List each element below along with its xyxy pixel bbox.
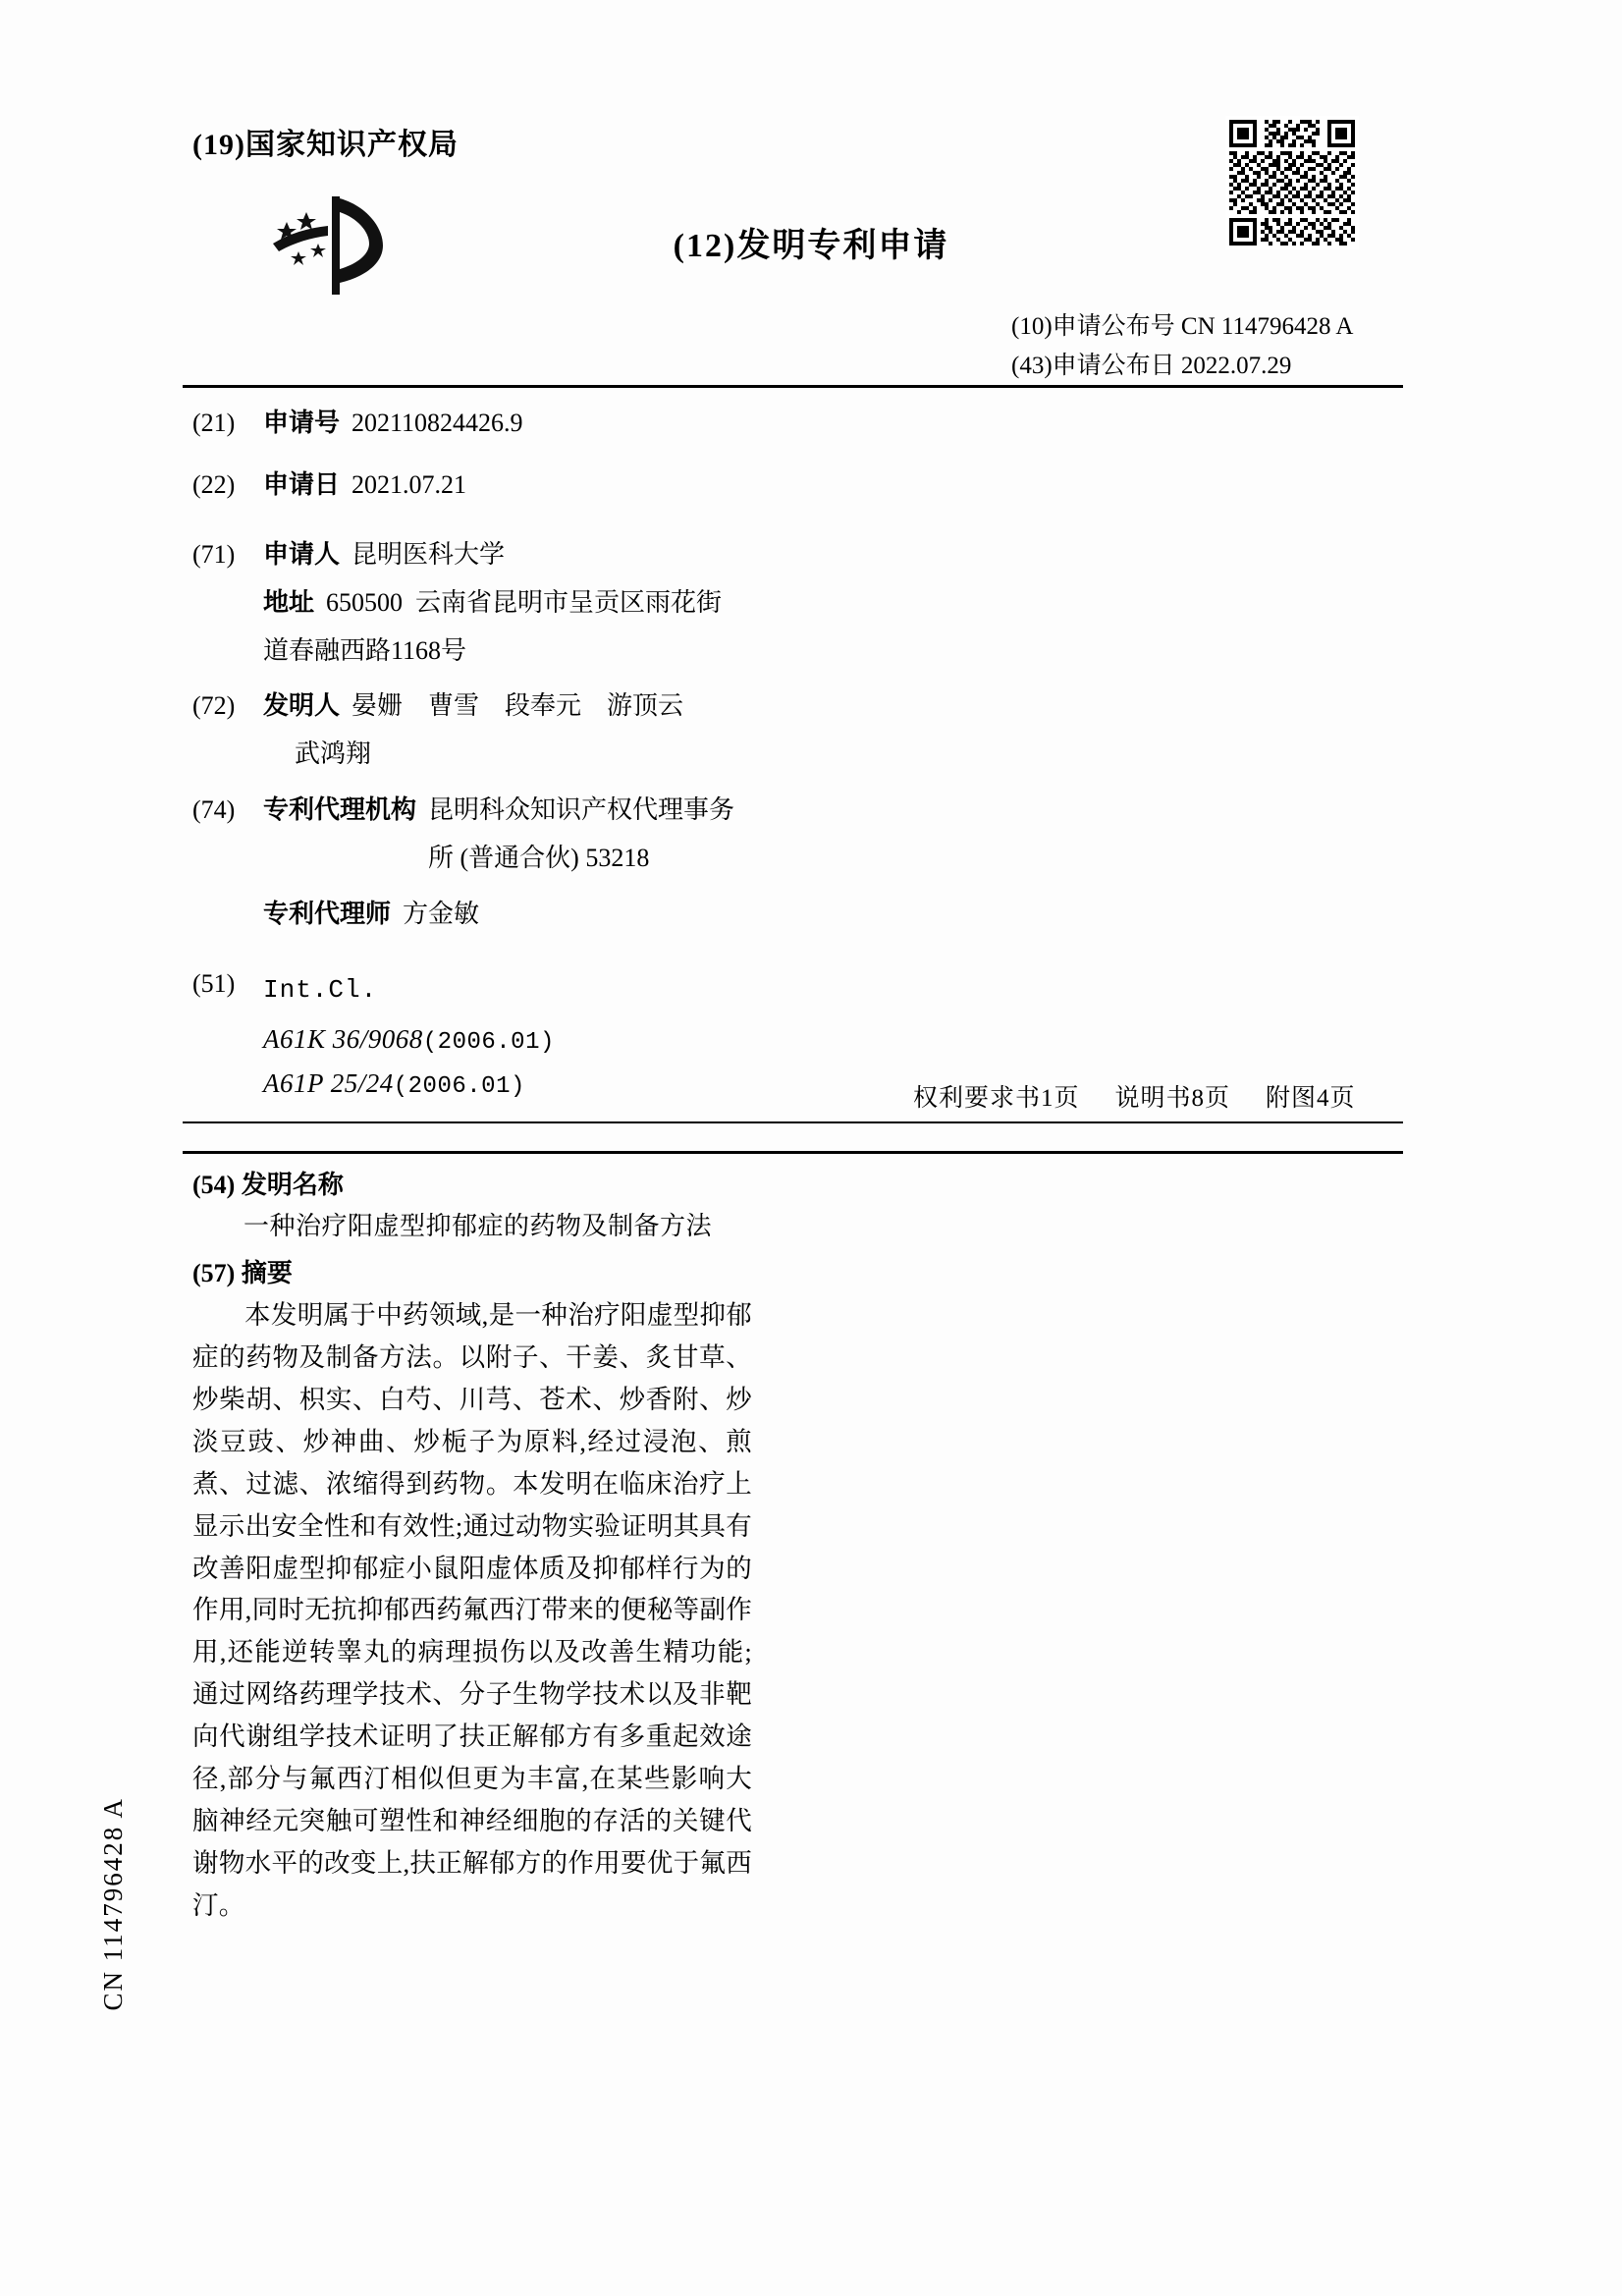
publication-date-line (1011, 346, 1291, 381)
claims-page-count: 权利要求书1页 (913, 1085, 1080, 1112)
bib-code: (22) (192, 469, 236, 499)
bib-value: 昆明医科大学 (351, 539, 506, 569)
publication-number-value: CN 114796428 A (1180, 313, 1354, 340)
ipc-symbol: A61P 25/24 (263, 1068, 394, 1099)
invention-title: 一种治疗阳虚型抑郁症的药物及制备方法 (243, 1212, 713, 1240)
bib-label: 地址 (263, 587, 315, 617)
publication-number-line (1011, 306, 1353, 342)
abstract-code: (57) (192, 1259, 236, 1287)
bib-row-applicant (192, 534, 1410, 576)
bib-row-agency (192, 790, 1410, 832)
document-type-label: 发明专利申请 (736, 228, 949, 264)
bib-label: 专利代理师 (263, 900, 392, 929)
document-type (0, 218, 1622, 266)
bib-row-ipc (192, 963, 1410, 1011)
page-counts (913, 1078, 1391, 1114)
invention-title-code: (54) (192, 1171, 236, 1199)
counts-divider (183, 1121, 1403, 1123)
ipc-symbol: A61K 36/9068 (263, 1023, 423, 1054)
bib-label: 专利代理机构 (263, 795, 417, 825)
publication-number-label: (10)申请公布号 (1011, 313, 1175, 340)
bib-label: 申请人 (263, 539, 341, 569)
invention-title-label: 发明名称 (241, 1171, 344, 1199)
bib-code: (74) (192, 795, 236, 825)
bib-label: 申请日 (263, 469, 341, 499)
description-page-count: 说明书8页 (1114, 1085, 1231, 1112)
bib-row-address (192, 582, 1410, 625)
bib-value: 202110824426.9 (351, 409, 523, 437)
header-divider (183, 385, 1403, 388)
abstract-label: 摘要 (241, 1259, 293, 1287)
bib-row-application-date (192, 465, 1410, 507)
publication-date-value: 2022.07.29 (1180, 353, 1292, 379)
abstract-text: 本发明属于中药领域,是一种治疗阳虚型抑郁症的药物及制备方法。以附子、干姜、炙甘草、炒柴胡、枳实、白芍、川芎、苍术、炒香附、炒淡豆豉、炒神曲、炒栀子为原料,经过浸泡、煎煮、过滤、浓缩得到药物。本发明在临床治疗上显示出安全性和有效性;通过动物实验证明其具有改善阳虚型抑郁症小鼠阳虚体质及抑郁样行为的作用,同时无抗抑郁西药氟西汀带来的便秘等副作用,还能逆转睾丸的病理损伤以及改善生精功能;通过网络药理学技术、分子生物学技术以及非靶向代谢组学技术证明了扶正解郁方有多重起效途径,部分与氟西汀相似但更为丰富,在某些影响大脑神经元突触可塑性和神经细胞的存活的关键代谢物水平的改变上,扶正解郁方的作用要优于氟西汀。 (192, 1300, 752, 1920)
office-name: 国家知识产权局 (244, 129, 459, 161)
bib-value: 650500 云南省昆明市呈贡区雨花街 (326, 587, 723, 617)
side-publication-identifier: CN 114796428 A (98, 1797, 128, 2011)
bib-label: 申请号 (263, 409, 341, 437)
bib-code: (21) (192, 409, 236, 437)
bib-value: 晏姗 曹雪 段奉元 游顶云 (351, 691, 684, 721)
office-code: (19) (192, 129, 245, 161)
bib-value: 昆明科众知识产权代理事务 (428, 795, 735, 825)
drawings-page-count: 附图4页 (1266, 1085, 1356, 1112)
bib-row-application-number (192, 403, 1410, 445)
bib-row-agent (192, 894, 1410, 936)
ipc-entry-1 (263, 1017, 1410, 1063)
invention-title-heading (192, 1165, 801, 1201)
abstract-heading (192, 1253, 801, 1289)
bib-code: (72) (192, 691, 236, 721)
bib-value: 方金敏 (403, 900, 480, 929)
bib-agency-line-2: 所 (普通合伙) 53218 (428, 844, 650, 873)
bib-inventors-line-2: 武鸿翔 (295, 739, 372, 769)
ipc-version: (2006.01) (422, 1028, 555, 1056)
document-type-code: (12) (673, 228, 737, 264)
publication-date-label: (43)申请公布日 (1011, 353, 1175, 379)
bib-row-inventors (192, 685, 1410, 728)
bib-code: (51) (192, 968, 236, 998)
bib-address-line-2: 道春融西路1168号 (263, 635, 467, 665)
abstract-divider (183, 1151, 1403, 1154)
ipc-version: (2006.01) (393, 1073, 525, 1101)
office-line (192, 120, 459, 163)
bib-value: 2021.07.21 (351, 469, 467, 499)
ipc-heading: Int.Cl. (263, 974, 378, 1005)
bib-label: 发明人 (263, 691, 341, 721)
bibliographic-block (192, 403, 1410, 1107)
qr-code-icon (1225, 116, 1359, 249)
bib-code: (71) (192, 539, 236, 569)
